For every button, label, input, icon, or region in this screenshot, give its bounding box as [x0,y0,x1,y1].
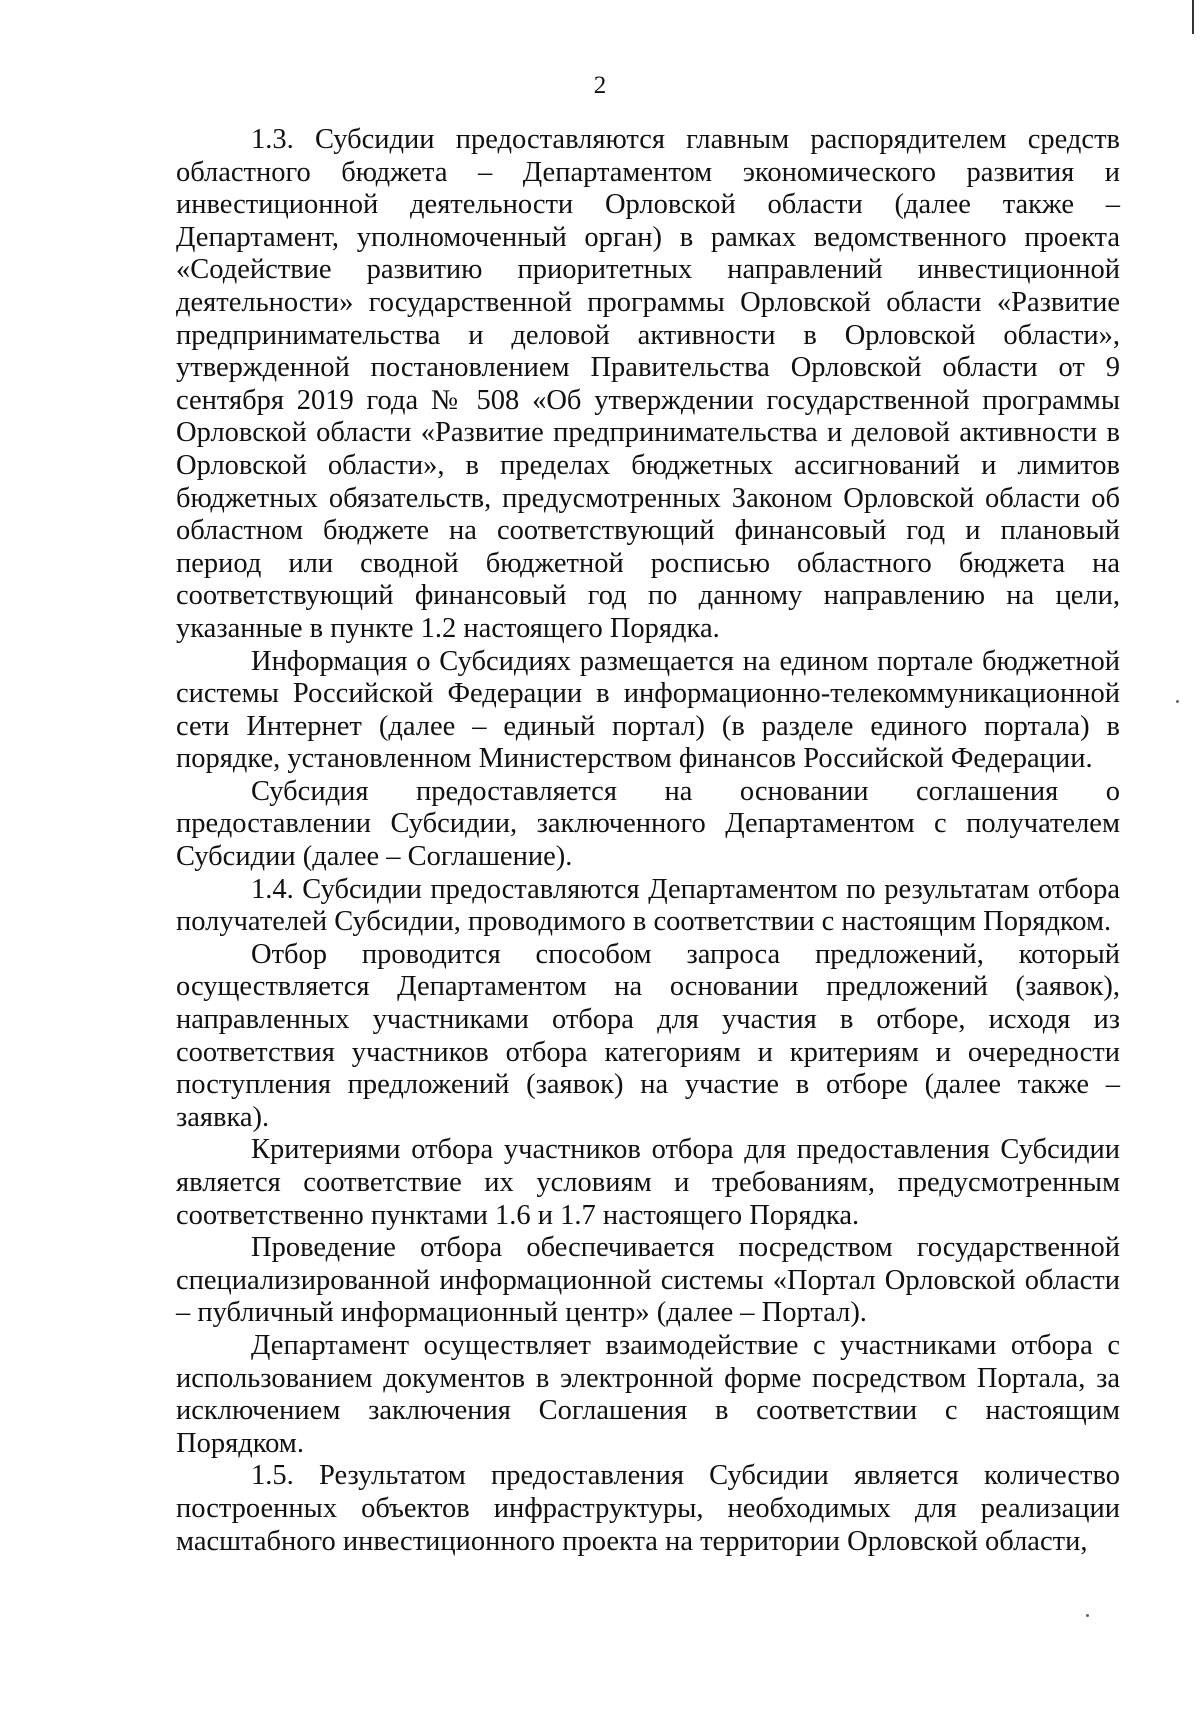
paragraph-1-5: 1.5. Результатом предоставления Субсидии является количество построенных объектов инфраструктуры, необходимых для реализации масштабного инвестиционного проекта на территории Орловской области, [176,1460,1120,1557]
paragraph-selection-criteria: Критериями отбора участников отбора для предоставления Субсидии является соответствие их условиям и требованиям, предусмотренным соответственно пунктами 1.6 и 1.7 настоящего Порядка. [176,1134,1120,1231]
paragraph-selection-method: Отбор проводится способом запроса предложений, который осуществляется Департаментом на основании предложений (заявок), направленных участниками отбора для участия в отборе, исходя из соответствия участников отбора категориям и критериям и очередности поступления предложений (заявок) на участие в отборе (далее также – заявка). [176,938,1120,1133]
paragraph-1-4: 1.4. Субсидии предоставляются Департаментом по результатам отбора получателей Субсидии, проводимого в соответствии с настоящим Порядком. [176,873,1120,938]
scan-speck [1086,1614,1089,1617]
paragraph-agreement: Субсидия предоставляется на основании соглашения о предоставлении Субсидии, заключенного Департаментом с получателем Субсидии (далее – Соглашение). [176,775,1120,873]
paragraph-interaction: Департамент осуществляет взаимодействие с участниками отбора с использованием документов в электронной форме посредством Портала, за исключением заключения Соглашения в соответствии с настоящим Порядком. [176,1329,1120,1459]
paragraph-1-3: 1.3. Субсидии предоставляются главным распорядителем средств областного бюджета – Департаментом экономического развития и инвестиционной деятельности Орловской области (далее также – Департамент, уполномоченный орган) в рамках ведомственного проекта «Содействие развитию приоритетных направлений инвестиционной деятельности» государственной программы Орловской области «Развитие предпринимательства и деловой активности в Орловской области», утвержденной постановлением Правительства Орловской области от 9 сентября 2019 года № 508 «Об утверждении государственной программы Орловской области «Развитие предпринимательства и деловой активности в Орловской области», в пределах бюджетных ассигнований и лимитов бюджетных обязательств, предусмотренных Законом Орловской области об областном бюджете на соответствующий финансовый год и плановый период или сводной бюджетной росписью областного бюджета на соответствующий финансовый год по данному направлению на цели, указанные в пункте 1.2 настоящего Порядка. [176,124,1120,644]
page-number: 2 [593,72,607,99]
paragraph-portal: Проведение отбора обеспечивается посредством государственной специализированной информационной системы «Портал Орловской области – публичный информационный центр» (далее – Портал). [176,1232,1120,1329]
document-body [176,124,1120,1558]
paragraph-subsidy-info: Информация о Субсидиях размещается на едином портале бюджетной системы Российской Федерации в информационно-телекоммуникационной сети Интернет (далее – единый портал) (в разделе единого портала) в порядке, установленном Министерством финансов Российской Федерации. [176,645,1120,775]
scan-speck [1176,700,1179,703]
scan-edge-mark [1192,0,1194,34]
